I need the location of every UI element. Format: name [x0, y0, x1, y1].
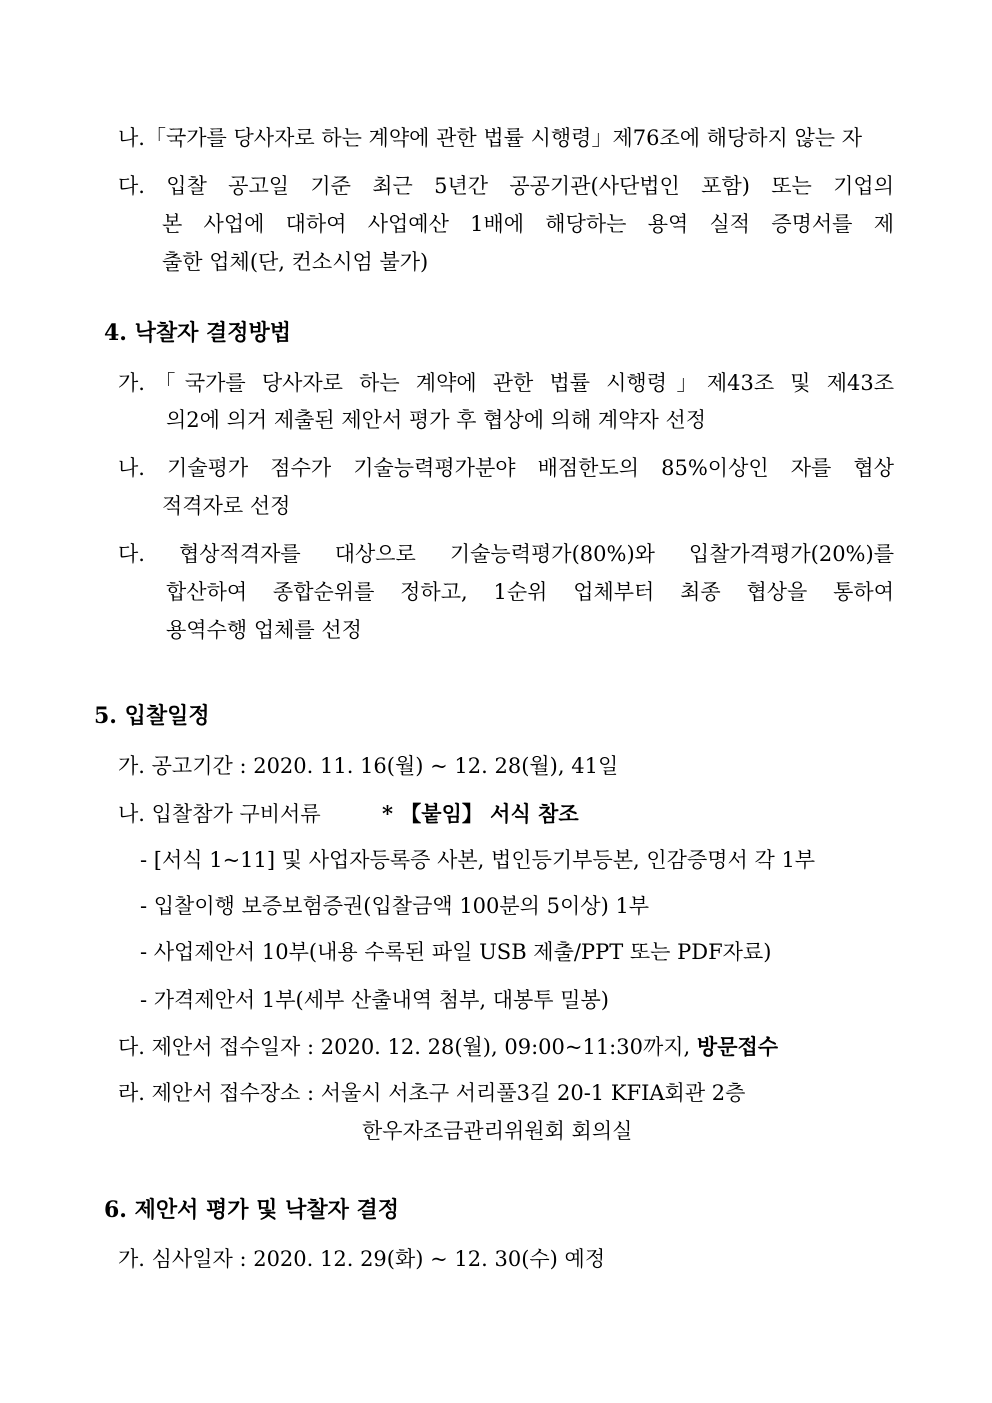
section-6-heading: 6. 제안서 평가 및 낙찰자 결정 [104, 1197, 400, 1223]
eligibility-item-da-line3: 출한 업체(단, 컨소시엄 불가) [162, 250, 429, 274]
award-item-da-line3: 용역수행 업체를 선정 [166, 618, 362, 642]
award-item-ga-line1: 가.「국가를 당사자로 하는 계약에 관한 법률 시행령」제43조 및 제43조 [118, 371, 894, 395]
award-item-na-line1: 나. 기술평가 점수가 기술능력평가분야 배점한도의 85%이상인 자를 협상 [118, 456, 894, 480]
eligibility-item-da-line1: 다. 입찰 공고일 기준 최근 5년간 공공기관(사단법인 포함) 또는 기업의 [118, 174, 894, 198]
schedule-item-ga: 가. 공고기간 : 2020. 11. 16(월) ~ 12. 28(월), 41일 [118, 754, 619, 778]
schedule-item-na-label: 나. 입찰참가 구비서류 [118, 802, 321, 826]
required-doc-item: - [서식 1~11] 및 사업자등록증 사본, 법인등기부등본, 인감증명서 각 1부 [140, 848, 816, 872]
award-item-na-line2: 적격자로 선정 [162, 494, 291, 518]
schedule-item-da [118, 1033, 778, 1061]
required-doc-item: - 사업제안서 10부(내용 수록된 파일 USB 제출/PPT 또는 PDF자료) [140, 940, 772, 964]
attachment-reference-note: * 【붙임】 서식 참조 [382, 801, 579, 826]
schedule-item-ra-line2: 한우자조금관리위원회 회의실 [362, 1119, 633, 1143]
required-doc-item: - 입찰이행 보증보험증권(입찰금액 100분의 5이상) 1부 [140, 894, 650, 918]
evaluation-item-ga: 가. 심사일자 : 2020. 12. 29(화) ~ 12. 30(수) 예정 [118, 1247, 606, 1271]
award-item-da-line1: 다. 협상적격자를 대상으로 기술능력평가(80%)와 입찰가격평가(20%)를 [118, 542, 894, 566]
award-item-da-line2: 합산하여 종합순위를 정하고, 1순위 업체부터 최종 협상을 통하여 [166, 580, 894, 604]
visit-submission-label: 방문접수 [696, 1034, 779, 1059]
eligibility-item-da-line2: 본 사업에 대하여 사업예산 1배에 해당하는 용역 실적 증명서를 제 [162, 212, 894, 236]
section-5-heading: 5. 입찰일정 [94, 703, 210, 729]
schedule-item-ra-line1: 라. 제안서 접수장소 : 서울시 서초구 서리풀3길 20-1 KFIA회관 2층 [118, 1081, 746, 1105]
eligibility-item-na: 나.「국가를 당사자로 하는 계약에 관한 법률 시행령」제76조에 해당하지 않는 자 [118, 126, 863, 150]
schedule-item-da-text: 다. 제안서 접수일자 : 2020. 12. 28(월), 09:00~11:30까지, [118, 1035, 691, 1059]
award-item-ga-line2: 의2에 의거 제출된 제안서 평가 후 협상에 의해 계약자 선정 [166, 408, 707, 432]
section-4-heading: 4. 낙찰자 결정방법 [104, 320, 292, 346]
required-doc-item: - 가격제안서 1부(세부 산출내역 첨부, 대봉투 밀봉) [140, 988, 610, 1012]
